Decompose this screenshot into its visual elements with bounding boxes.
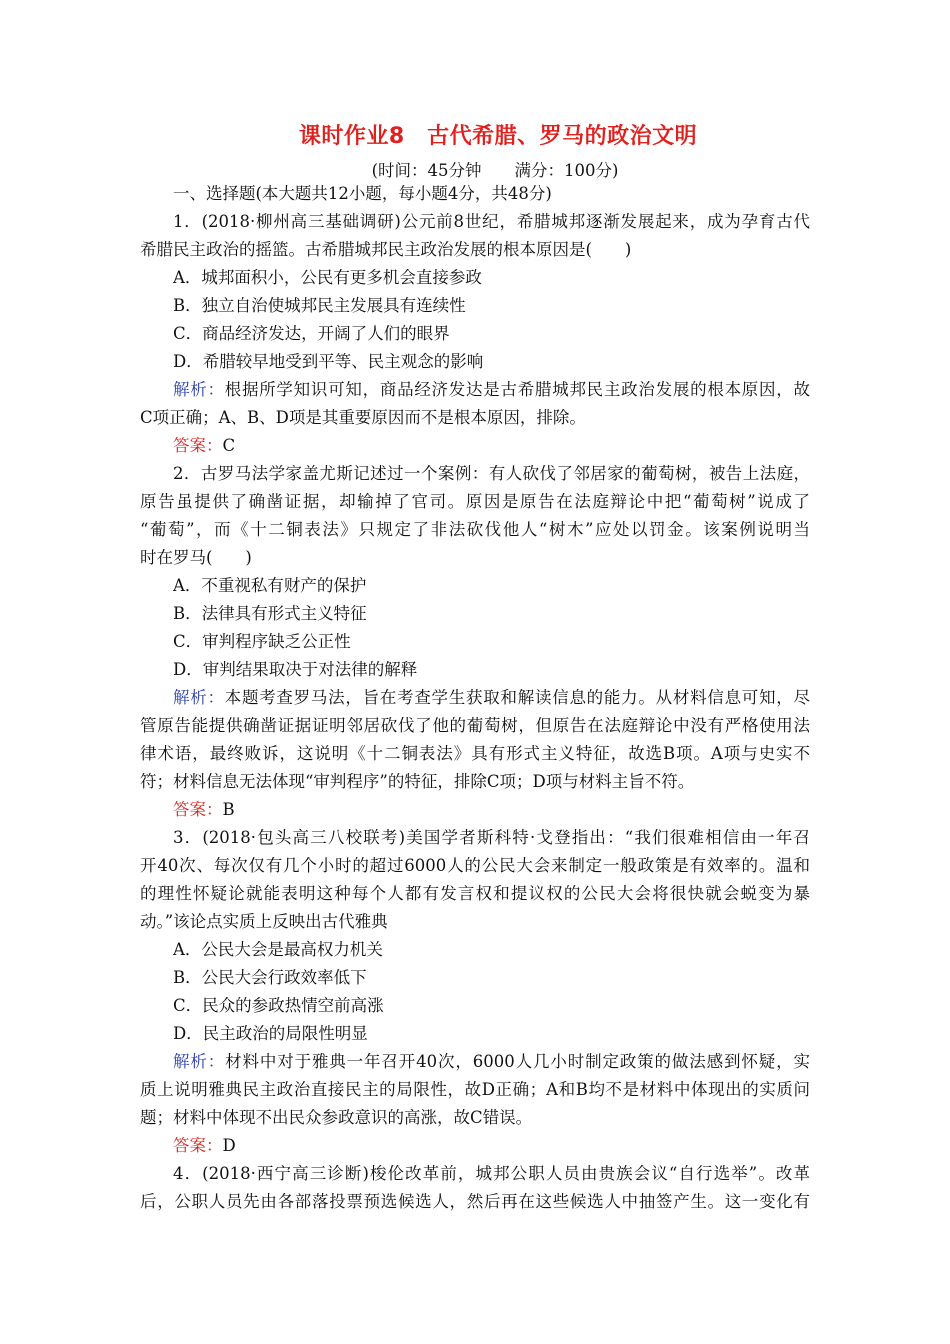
analysis-text: 本题考查罗马法，旨在考查学生获取和解读信息的能力。从材料信息可知，尽: [224, 688, 810, 707]
answer-label: 答案：: [173, 436, 223, 455]
document-body: [140, 180, 810, 1216]
question-stem-line: 3．(2018·包头高三八校联考)美国学者斯科特·戈登指出：“我们很难相信由一年召: [173, 828, 810, 847]
answer-value: D: [222, 1136, 236, 1155]
analysis-text: 根据所学知识可知，商品经济发达是古希腊城邦民主政治发展的根本原因，故: [224, 380, 810, 399]
section-heading: 一、选择题(本大题共12小题，每小题4分，共48分): [173, 184, 552, 203]
answer-option: A．公民大会是最高权力机关: [173, 940, 383, 959]
question-stem-line: 原告虽提供了确凿证据，却输掉了官司。原因是原告在法庭辩论中把“葡萄树”说成了: [140, 492, 810, 511]
analysis-label: 解析：: [173, 688, 225, 707]
question-stem-line: 2．古罗马法学家盖尤斯记述过一个案例：有人砍伐了邻居家的葡萄树，被告上法庭，: [173, 464, 810, 483]
question-stem-line: 希腊民主政治的摇篮。古希腊城邦民主政治发展的根本原因是( ): [140, 240, 632, 259]
page-title: 课时作业8 古代希腊、罗马的政治文明: [298, 124, 698, 149]
answer-option: A．城邦面积小，公民有更多机会直接参政: [173, 268, 482, 287]
analysis-line: 题；材料中体现不出民众参政意识的高涨，故C错误。: [140, 1108, 533, 1127]
answer-label: 答案：: [173, 1136, 223, 1155]
question-stem-line: 时在罗马( ): [140, 548, 252, 567]
question-stem-line: 动。”该论点实质上反映出古代雅典: [140, 912, 388, 931]
answer-option: A．不重视私有财产的保护: [173, 576, 367, 595]
answer-label: 答案：: [173, 800, 223, 819]
analysis-line: 质上说明雅典民主政治直接民主的局限性，故D正确；A和B均不是材料中体现出的实质问: [140, 1080, 810, 1099]
answer-line: [140, 1132, 810, 1160]
answer-option: C．民众的参政热情空前高涨: [173, 996, 384, 1015]
answer-value: B: [222, 800, 235, 819]
question-stem-line: 开40次、每次仅有几个小时的超过6000人的公民大会来制定一般政策是有效率的。温和: [140, 856, 810, 875]
question-2: [140, 460, 810, 824]
answer-option: B．独立自治使城邦民主发展具有连续性: [173, 296, 466, 315]
question-stem-line: 的理性怀疑论就能表明这种每个人都有发言权和提议权的公民大会将很快就会蜕变为暴: [140, 884, 810, 903]
answer-option: D．民主政治的局限性明显: [173, 1024, 368, 1043]
answer-option: D．希腊较早地受到平等、民主观念的影响: [173, 352, 484, 371]
answer-option: B．公民大会行政效率低下: [173, 968, 367, 987]
analysis-label: 解析：: [173, 1052, 226, 1071]
answer-line: [140, 432, 810, 460]
question-4: [140, 1160, 810, 1216]
analysis-text: 材料中对于雅典一年召开40次，6000人几小时制定政策的做法感到怀疑，实: [225, 1052, 810, 1071]
question-3: [140, 824, 810, 1160]
analysis-line: 律术语，最终败诉，这说明《十二铜表法》具有形式主义特征，故选B项。A项与史实不: [140, 744, 810, 763]
analysis-line: [140, 684, 810, 712]
answer-option: D．审判结果取决于对法律的解释: [173, 660, 418, 679]
question-stem-line: 后，公职人员先由各部落投票预选候选人，然后再在这些候选人中抽签产生。这一变化有: [140, 1192, 810, 1211]
answer-line: [140, 796, 810, 824]
page-subtitle: (时间：45分钟 满分：100分): [371, 161, 619, 180]
analysis-line: 管原告能提供确凿证据证明邻居砍伐了他的葡萄树，但原告在法庭辩论中没有严格使用法: [140, 716, 810, 735]
answer-option: B．法律具有形式主义特征: [173, 604, 367, 623]
answer-value: C: [222, 436, 236, 455]
answer-option: C．商品经济发达，开阔了人们的眼界: [173, 324, 450, 343]
analysis-line: [140, 376, 810, 404]
analysis-line: [140, 1048, 810, 1076]
analysis-label: 解析：: [173, 380, 225, 399]
question-stem-line: 4．(2018·西宁高三诊断)梭伦改革前，城邦公职人员由贵族会议“自行选举”。改革: [173, 1164, 810, 1183]
answer-option: C．审判程序缺乏公正性: [173, 632, 351, 651]
analysis-line: C项正确；A、B、D项是其重要原因而不是根本原因，排除。: [140, 408, 586, 427]
question-1: [140, 208, 810, 460]
question-stem-line: 1．(2018·柳州高三基础调研)公元前8世纪，希腊城邦逐渐发展起来，成为孕育古代: [173, 212, 810, 231]
question-stem-line: “葡萄”，而《十二铜表法》只规定了非法砍伐他人“树木”应处以罚金。该案例说明当: [140, 520, 810, 539]
analysis-line: 符；材料信息无法体现“审判程序”的特征，排除C项；D项与材料主旨不符。: [140, 772, 695, 791]
